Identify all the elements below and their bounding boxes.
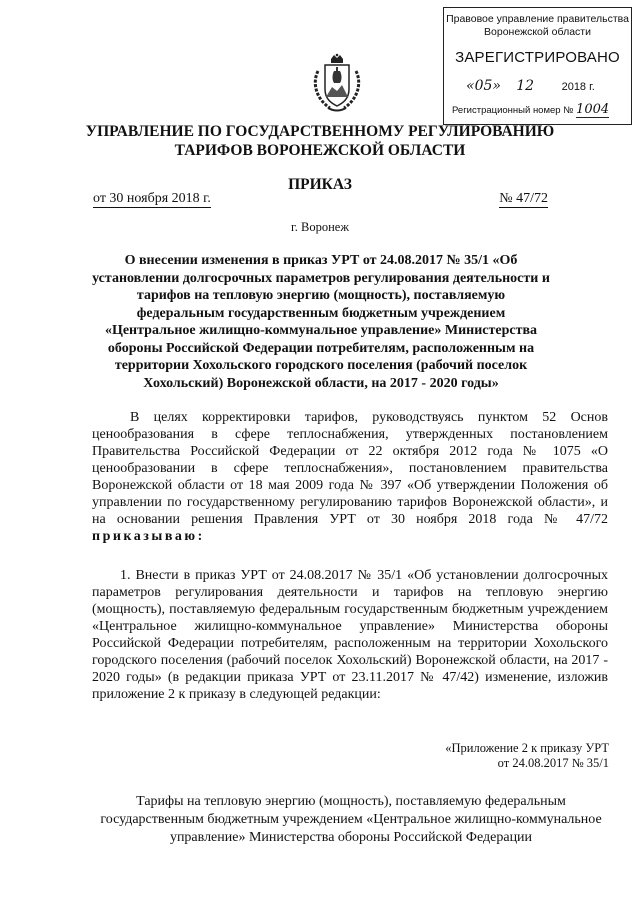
appendix-line2: от 24.08.2017 № 35/1 bbox=[497, 756, 609, 770]
preamble-text: В целях корректировки тарифов, руководствуясь пунктом 52 Основ ценообразования в сфере теплоснабжения, утвержденных постановлением Правительства Российской Федерации от 22 октября 2012 года № 1075 «О ценообразовании в сфере теплоснабжения», постановлением правительства Воронежской области от 18 мая 2009 года № 397 «Об утверждении Положения об управлении по государственному регулированию тарифов Воронежской области», и на основании решения Правления УРТ от 30 ноября 2018 года № 47/72 bbox=[92, 410, 608, 527]
city-line: г. Воронеж bbox=[291, 220, 349, 234]
stamp-registered: ЗАРЕГИСТРИРОВАНО bbox=[455, 49, 620, 66]
stamp-date-month: 12 bbox=[516, 78, 535, 94]
stamp-reg-number: 1004 bbox=[576, 102, 610, 117]
preamble-paragraph bbox=[92, 409, 608, 545]
order-action-word: приказываю: bbox=[92, 529, 205, 544]
registration-stamp bbox=[443, 7, 632, 125]
order-number: № 47/72 bbox=[499, 191, 548, 206]
stamp-reg-number-row bbox=[444, 102, 631, 117]
issuer-title-line1: УПРАВЛЕНИЕ ПО ГОСУДАРСТВЕННОМУ РЕГУЛИРОВАНИЮ bbox=[85, 123, 555, 140]
stamp-org-line1: Правовое управление правительства bbox=[446, 13, 629, 25]
stamp-date-day: «05» bbox=[466, 78, 501, 94]
appendix-reference bbox=[445, 741, 609, 771]
stamp-date-year: 2018 г. bbox=[561, 81, 595, 93]
stamp-reg-label: Регистрационный номер № bbox=[452, 105, 574, 116]
order-label: ПРИКАЗ bbox=[288, 176, 352, 193]
coat-of-arms-icon bbox=[310, 53, 364, 113]
issuer-title-line2: ТАРИФОВ ВОРОНЕЖСКОЙ ОБЛАСТИ bbox=[174, 142, 466, 159]
appendix-line1: «Приложение 2 к приказу УРТ bbox=[445, 741, 609, 755]
order-heading: О внесении изменения в приказ УРТ от 24.08.2017 № 35/1 «Об установлении долгосрочных параметров регулирования деятельности и тарифов на тепловую энергию (мощность), поставляемую федеральным государственным бюджетным учреждением «Центральное жилищно-коммунальное управление» Министерства обороны Российской Федерации потребителям, расположенным на территории Хохольского городского поселения (рабочий поселок Хохольский) Воронежской области, на 2017 - 2020 годы» bbox=[92, 253, 550, 391]
tariffs-title: Тарифы на тепловую энергию (мощность), поставляемую федеральным государственным бюджетным учреждением «Центральное жилищно-коммунальное управление» Министерства обороны Российской Федерации bbox=[100, 794, 602, 845]
issuer-title bbox=[0, 122, 640, 160]
clause-1-paragraph: 1. Внести в приказ УРТ от 24.08.2017 № 35/1 «Об установлении долгосрочных параметров регулирования деятельности и тарифов на тепловую энергию (мощность), поставляемую федеральным государственным бюджетным учреждением «Центральное жилищно-коммунальное управление» Министерства обороны Российской Федерации потребителям, расположенным на территории Хохольского городского поселения (рабочий поселок Хохольский) Воронежской области, на 2017 - 2020 годы» (в редакции приказа УРТ от 23.11.2017 № 47/42) изменение, изложив приложение 2 к приказу в следующей редакции: bbox=[92, 568, 608, 702]
stamp-date bbox=[444, 78, 631, 94]
stamp-org-line2: Воронежской области bbox=[484, 26, 591, 38]
order-date: от 30 ноября 2018 г. bbox=[93, 191, 211, 206]
